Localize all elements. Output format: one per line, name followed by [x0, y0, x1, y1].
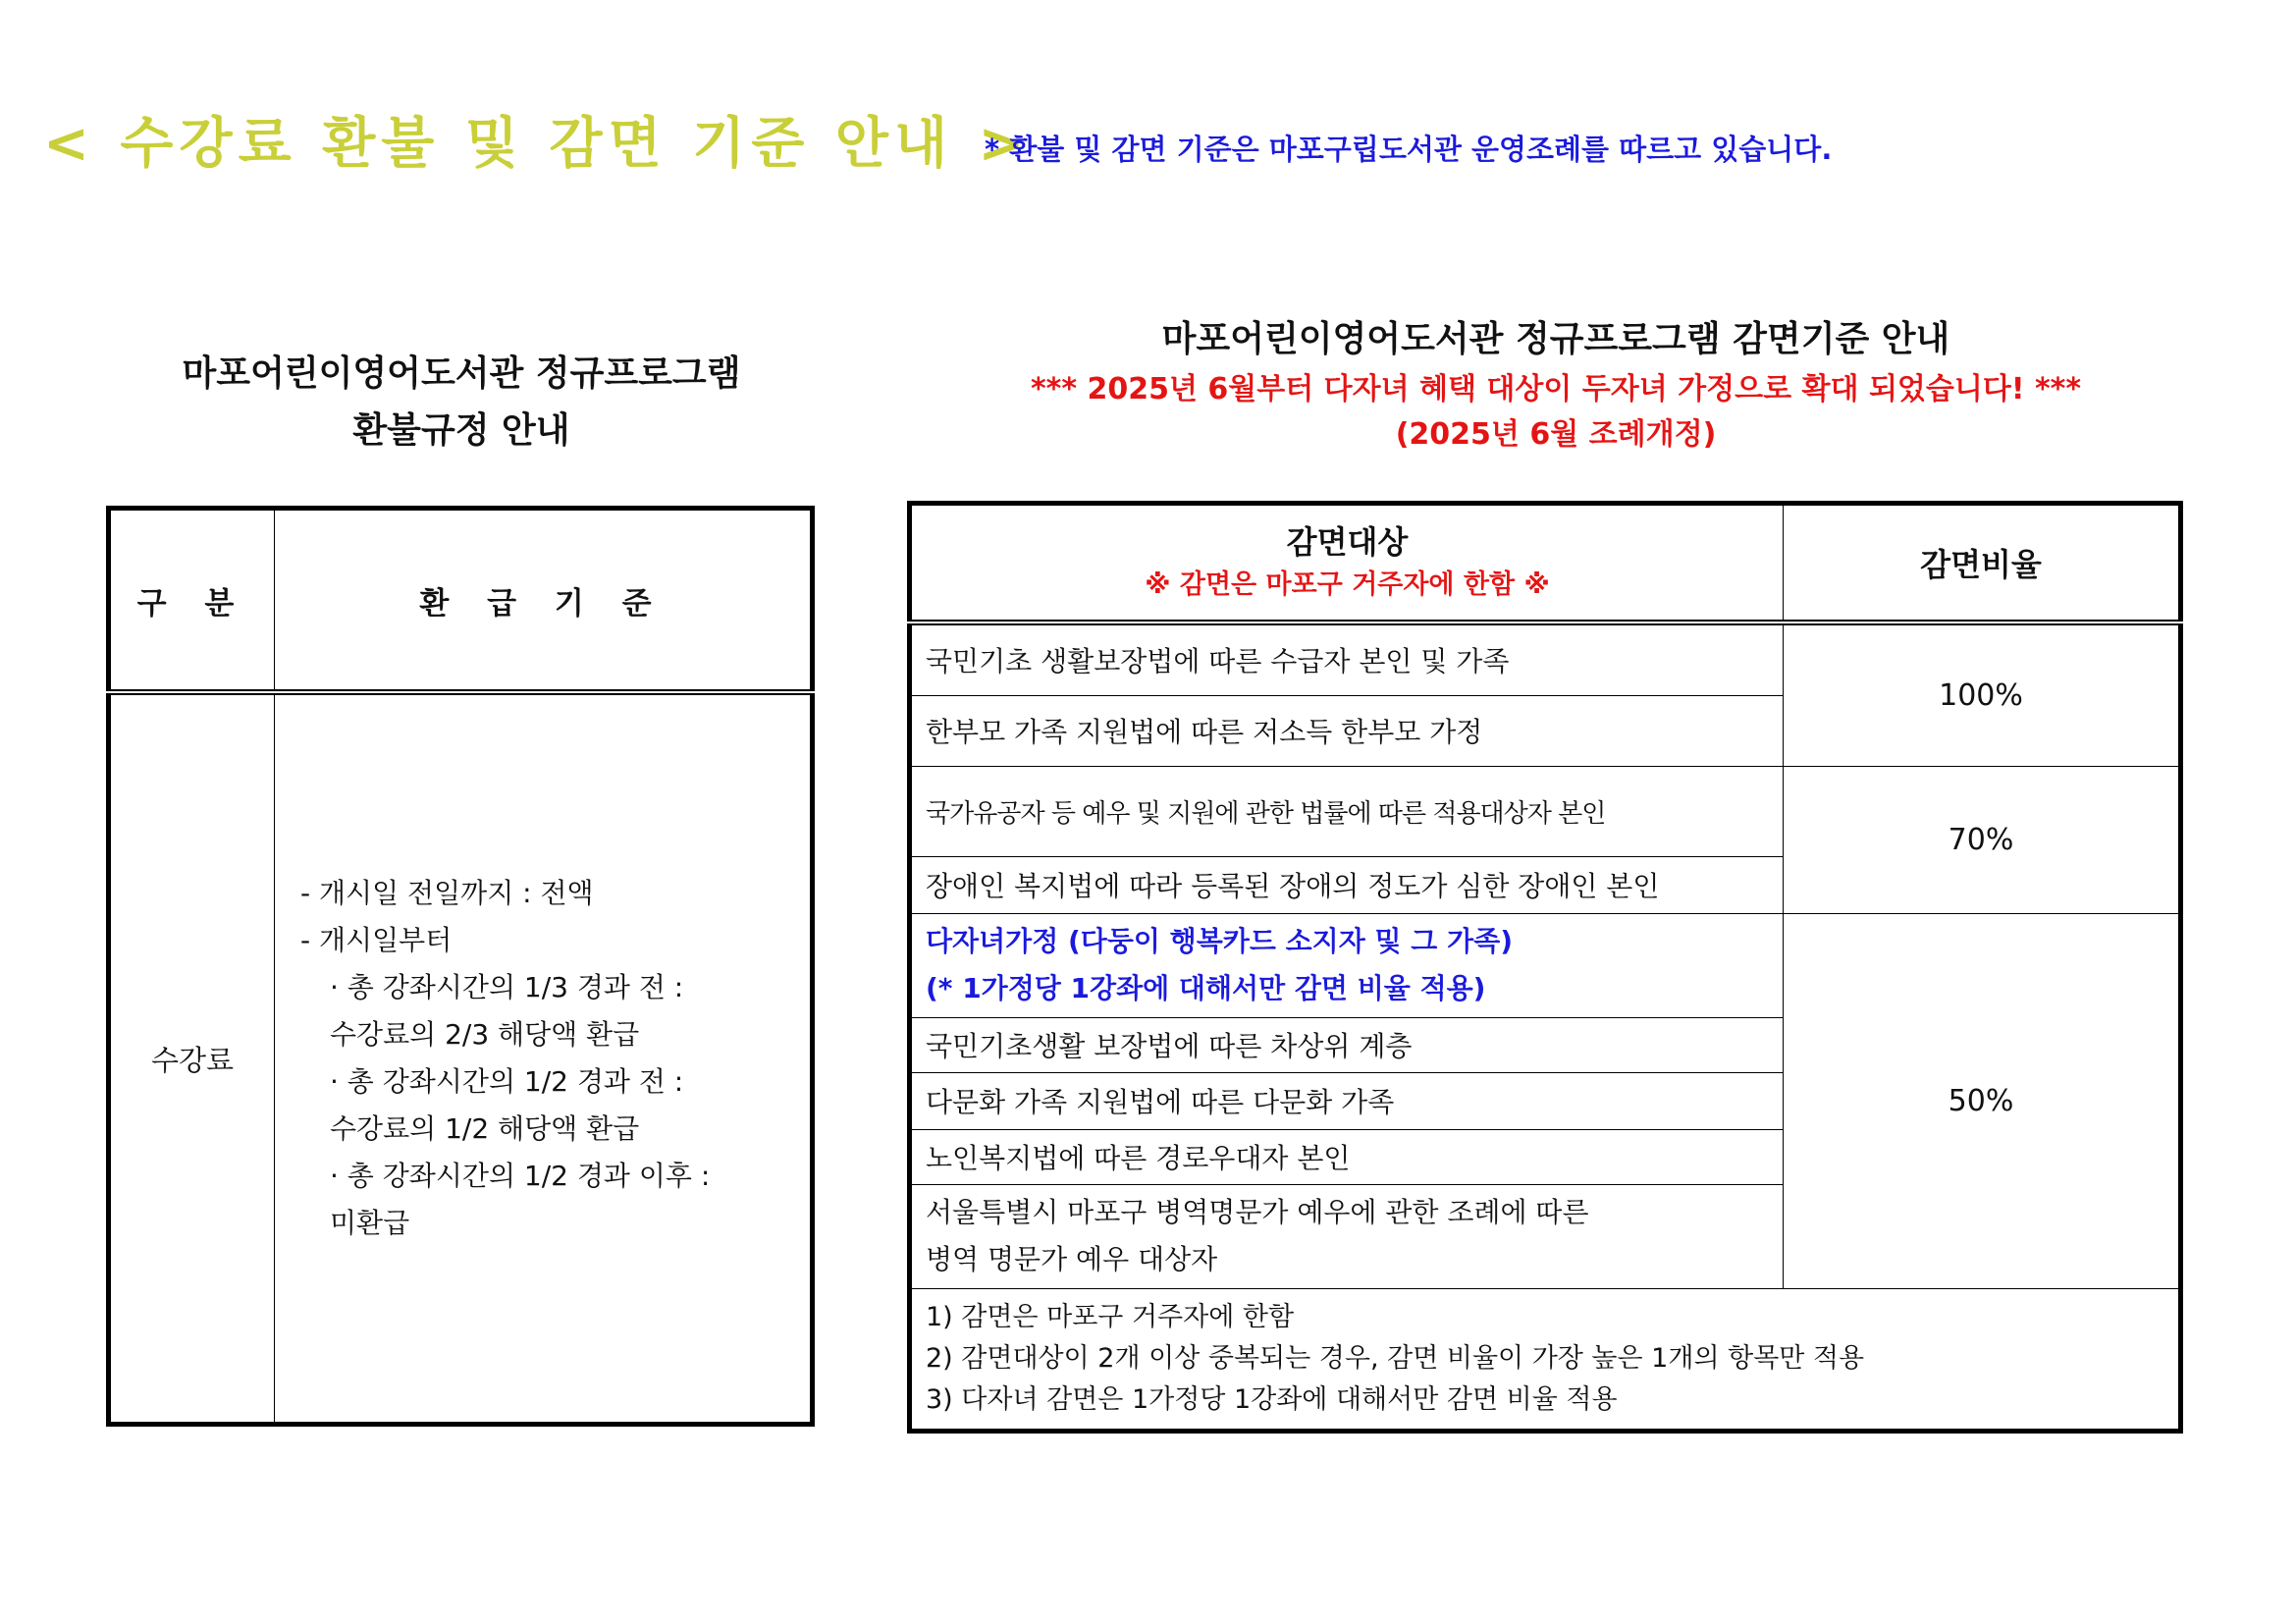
discount-target: 국가유공자 등 예우 및 지원에 관한 법률에 따른 적용대상자 본인 [910, 766, 1784, 856]
discount-rate-70: 70% [1784, 766, 2181, 913]
refund-rule: 수강료의 2/3 해당액 환급 [330, 1018, 640, 1051]
refund-table-row [109, 692, 813, 1425]
refund-table [106, 506, 815, 1427]
veteran-line: 병역 명문가 예우 대상자 [926, 1243, 1218, 1275]
discount-target-veteran [910, 1184, 1784, 1288]
discount-table-header [910, 504, 2181, 623]
discount-note: 2) 감면대상이 2개 이상 중복되는 경우, 감면 비율이 가장 높은 1개의 항목만 적용 [926, 1342, 1865, 1374]
discount-note: 3) 다자녀 감면은 1가정당 1강좌에 대해서만 감면 비율 적용 [926, 1383, 1618, 1415]
discount-target: 국민기초 생활보장법에 따른 수급자 본인 및 가족 [910, 623, 1784, 695]
discount-target-multichild [910, 913, 1784, 1017]
refund-col-category: 구 분 [109, 509, 275, 693]
discount-heading [942, 312, 2169, 458]
refund-rule: 수강료의 1/2 해당액 환급 [330, 1112, 640, 1145]
discount-row [910, 623, 2181, 695]
refund-rules [275, 692, 813, 1425]
page-title: < 수강료 환불 및 감면 기준 안내 > [43, 112, 1031, 176]
discount-rate-50: 50% [1784, 913, 2181, 1288]
discount-col-target-note: ※ 감면은 마포구 거주자에 한함 ※ [1145, 569, 1550, 600]
discount-rate-100: 100% [1784, 623, 2181, 766]
discount-note: 1) 감면은 마포구 거주자에 한함 [926, 1301, 1295, 1332]
discount-row [910, 766, 2181, 856]
discount-col-target [910, 504, 1784, 623]
discount-target: 국민기초생활 보장법에 따른 차상위 계층 [910, 1017, 1784, 1072]
discount-target: 다문화 가족 지원법에 따른 다문화 가족 [910, 1072, 1784, 1129]
discount-target: 장애인 복지법에 따라 등록된 장애의 정도가 심한 장애인 본인 [910, 856, 1784, 913]
refund-rule: · 총 강좌시간의 1/2 경과 전 : [330, 1065, 684, 1098]
discount-target: 노인복지법에 따른 경로우대자 본인 [910, 1129, 1784, 1184]
refund-rule: - 개시일 전일까지 : 전액 [300, 877, 594, 909]
refund-table-header [109, 509, 813, 693]
discount-heading-title: 마포어린이영어도서관 정규프로그램 감면기준 안내 [1161, 319, 1950, 359]
multichild-line: 다자녀가정 (다둥이 행복카드 소지자 및 그 가족) [926, 925, 1513, 957]
page-subtitle-note: * 환불 및 감면 기준은 마포구립도서관 운영조례를 따르고 있습니다. [985, 133, 1833, 166]
multichild-line: (* 1가정당 1강좌에 대해서만 감면 비율 적용) [926, 972, 1486, 1004]
refund-heading-line2: 환불규정 안내 [352, 410, 570, 451]
refund-category: 수강료 [109, 692, 275, 1425]
refund-heading-line1: 마포어린이영어도서관 정규프로그램 [182, 353, 741, 394]
discount-announcement: *** 2025년 6월부터 다자녀 혜택 대상이 두자녀 가정으로 확대 되었습니다! *** [1030, 372, 2082, 406]
discount-target: 한부모 가족 지원법에 따른 저소득 한부모 가정 [910, 695, 1784, 766]
refund-rule: - 개시일부터 [300, 924, 453, 956]
discount-col-rate: 감면비율 [1784, 504, 2181, 623]
refund-col-criteria: 환 급 기 준 [275, 509, 813, 693]
discount-notes-row [910, 1288, 2181, 1431]
veteran-line: 서울특별시 마포구 병역명문가 예우에 관한 조례에 따른 [926, 1196, 1589, 1228]
refund-heading [98, 346, 825, 460]
discount-row [910, 913, 2181, 1017]
discount-table [907, 501, 2183, 1434]
refund-rule: · 총 강좌시간의 1/3 경과 전 : [330, 971, 684, 1003]
discount-notes [910, 1288, 2181, 1431]
refund-rule: 미환급 [330, 1207, 410, 1239]
refund-rule: · 총 강좌시간의 1/2 경과 이후 : [330, 1160, 711, 1192]
discount-revision: (2025년 6월 조례개정) [1395, 417, 1717, 452]
discount-col-target-label: 감면대상 [1286, 523, 1409, 561]
